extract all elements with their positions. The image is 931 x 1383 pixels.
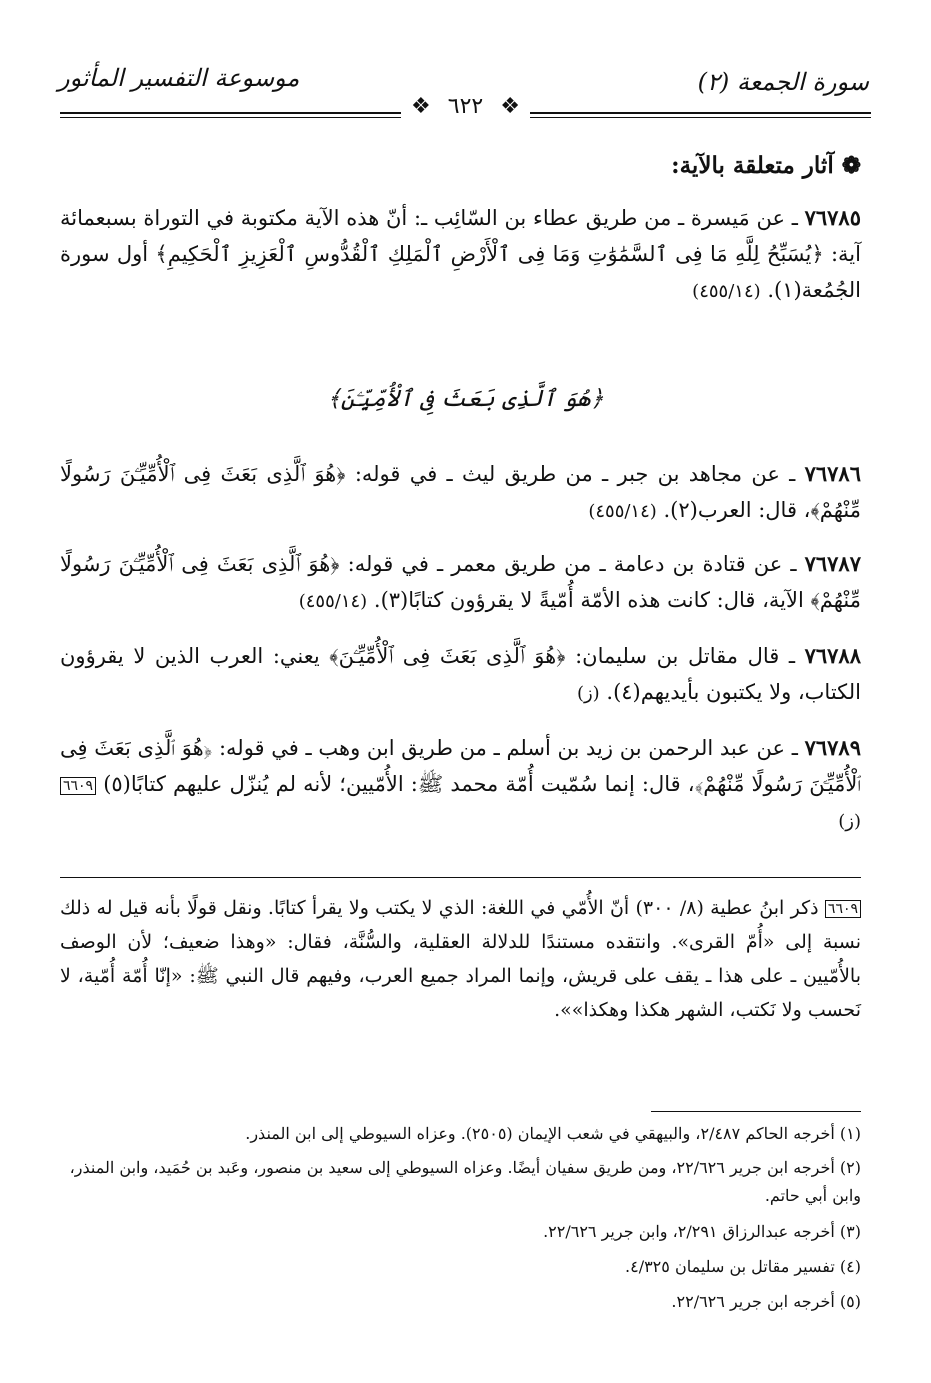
footnote-3: (٣) أخرجه عبدالرزاق ٢/٢٩١، وابن جرير ٢٢/٦٢٦.	[543, 1222, 861, 1241]
editor-note	[60, 891, 861, 1027]
entry-number: ٧٦٧٨٩	[804, 735, 861, 760]
entry-text: ـ عن مجاهد بن جبر ـ من طريق ليث ـ في قوله: ﴿هُوَ ٱلَّذِى بَعَثَ فِى ٱلْأُمِّيِّـۧنَ رَسُولًا مِّنْهُمْ﴾، قال: العرب(٢).	[60, 462, 861, 522]
entry-text: ـ عن عبد الرحمن بن زيد بن أسلم ـ من طريق ابن وهب ـ في قوله: ﴿هُوَ ٱلَّذِى بَعَثَ فِى ٱلْأُمِّيِّـۧنَ رَسُولًا مِّنْهُمْ﴾، قال: إنما سُمّيت أُمّة محمد ﷺ: الأُمّيين؛ لأنه لم يُنزّل عليهم كتابًا(٥)	[60, 736, 861, 796]
page-number: ❖ ٦٢٢ ❖	[0, 94, 931, 119]
entry-ref: (٤٥٥/١٤)	[692, 281, 761, 302]
entry-ref: (٤٥٥/١٤)	[588, 501, 657, 522]
entry-76789	[60, 730, 861, 840]
book-title-header: موسوعة التفسير المأثور	[58, 64, 300, 92]
surah-header: سورة الجمعة (٢)	[697, 68, 869, 96]
entry-text: ـ قال مقاتل بن سليمان: ﴿هُوَ ٱلَّذِى بَعَثَ فِى ٱلْأُمِّيِّـۧنَ﴾ يعني: العرب الذين لا يقرؤون الكتاب، ولا يكتبون بأيديهم(٤).	[60, 644, 861, 704]
verse-heading: ﴿هُوَ ٱلَّذِى بَعَثَ فِى ٱلْأُمِّيِّـۧنَ﴾	[327, 386, 604, 412]
entry-text: ـ عن مَيسرة ـ من طريق عطاء بن السّائِب ـ: أنّ هذه الآية مكتوبة في التوراة بسبعمائة آية: ﴿يُسَبِّحُ لِلَّهِ مَا فِى ٱلسَّمَٰوَٰتِ وَمَا فِى ٱلْأَرْضِ ٱلْمَلِكِ ٱلْقُدُّوسِ ٱلْعَزِيزِ ٱلْحَكِيمِ﴾ أول سورة الجُمُعة(١).	[60, 206, 861, 302]
entry-ref: (٤٥٥/١٤)	[298, 591, 368, 612]
entry-76785	[60, 200, 861, 310]
footnote-5: (٥) أخرجه ابن جرير ٢٢/٦٢٦.	[671, 1292, 861, 1311]
entry-number: ٧٦٧٨٦	[804, 461, 861, 486]
footnote-2: (٢) أخرجه ابن جرير ٢٢/٦٢٦، ومن طريق سفيان أيضًا. وعزاه السيوطي إلى سعيد بن منصور، وعَبد بن حُمَيد، وابن المنذر، وابن أبي حاتم.	[69, 1158, 861, 1205]
footnote-4: (٤) تفسير مقاتل بن سليمان ٤/٣٢٥.	[625, 1257, 861, 1276]
note-marker: ٦٦٠٩	[60, 777, 96, 795]
entry-number: ٧٦٧٨٥	[804, 205, 861, 230]
section-heading: ❁ آثار متعلقة بالآية:	[671, 152, 861, 179]
entry-76788	[60, 638, 861, 712]
entry-text: ـ عن قتادة بن دعامة ـ من طريق معمر ـ في قوله: ﴿هُوَ ٱلَّذِى بَعَثَ فِى ٱلْأُمِّيِّـۧنَ رَسُولًا مِّنْهُمْ﴾ الآية، قال: كانت هذه الأمّة أُمّيةً لا يقرؤون كتابًا(٣).	[60, 552, 861, 612]
entry-ref: (ز)	[838, 811, 861, 832]
footnote-rule	[651, 1111, 861, 1112]
note-separator	[60, 877, 861, 878]
footnote-1: (١) أخرجه الحاكم ٢/٤٨٧، والبيهقي في شعب الإيمان (٢٥٠٥). وعزاه السيوطي إلى ابن المنذر.	[245, 1124, 861, 1143]
entry-76786	[60, 456, 861, 530]
entry-number: ٧٦٧٨٨	[804, 643, 861, 668]
note-text: ذكر ابنُ عطية (٨/ ٣٠٠) أنّ الأُمّي في اللغة: الذي لا يكتب ولا يقرأ كتابًا. ونقل قولًا بأنه قيل له ذلك نسبة إلى «أُمّ القرى». وانتقده مستندًا للدلالة العقلية، والسُّنَّة، فقال: «وهذا ضعيف؛ لأن الوصف بالأُمّيين ـ على هذا ـ يقف على قريش، وإنما المراد جميع العرب، وفيهم قال النبي ﷺ: «إنّا أُمّة أُمّية، لا نَحسب ولا نَكتب، الشهر هكذا وهكذا»».	[60, 897, 861, 1021]
entry-76787	[60, 546, 861, 620]
note-marker: ٦٦٠٩	[825, 900, 861, 918]
entry-ref: (ز)	[576, 683, 600, 704]
entry-number: ٧٦٧٨٧	[804, 551, 861, 576]
